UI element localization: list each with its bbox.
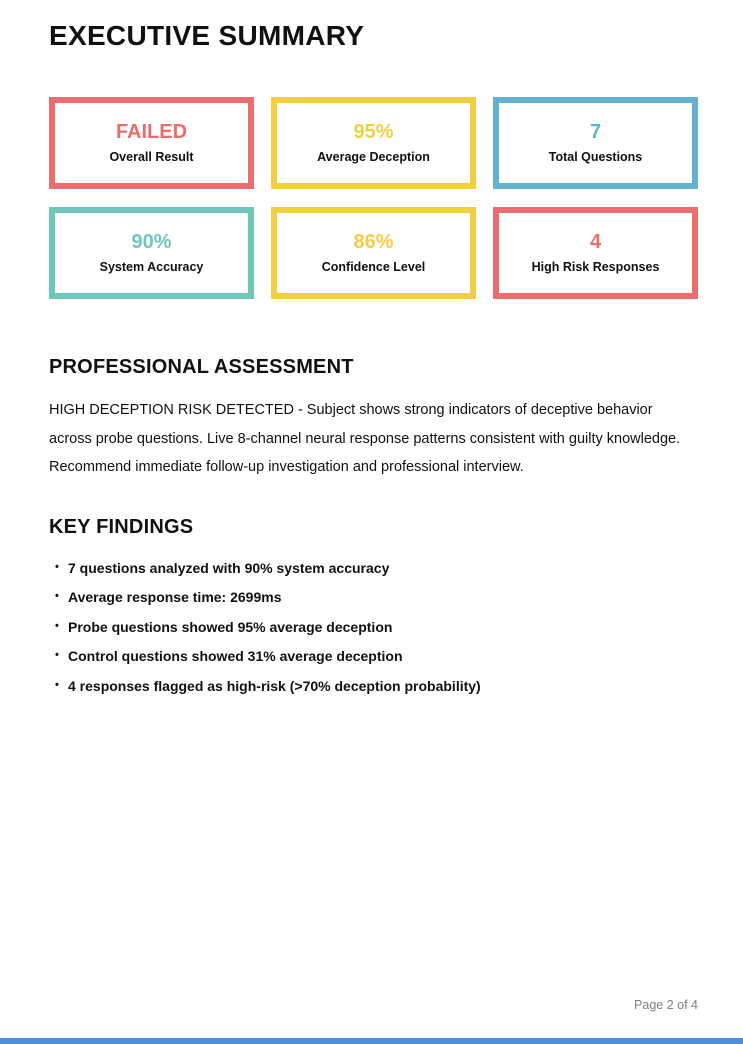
stat-label: High Risk Responses (531, 260, 660, 275)
bottom-edge-bar (0, 1038, 743, 1044)
stat-value: 90% (131, 231, 172, 254)
professional-assessment-body: HIGH DECEPTION RISK DETECTED - Subject shows strong indicators of deceptive behavior across probe questions. Live 8-channel neural response patterns consistent with guilty knowledge. Recommend immediate follow-up investigation and professional interview. (49, 402, 681, 475)
stat-label: Confidence Level (321, 260, 426, 275)
stat-value: 7 (589, 121, 602, 144)
stat-value: FAILED (115, 121, 188, 144)
stat-card-total-questions (493, 97, 698, 189)
stat-value: 4 (589, 231, 602, 254)
finding-item: • Control questions showed 31% average deception (49, 649, 698, 663)
stat-card-confidence-level (271, 207, 476, 299)
finding-item: • 7 questions analyzed with 90% system accuracy (49, 561, 698, 575)
key-findings-section (49, 516, 698, 693)
professional-assessment-section (49, 356, 698, 482)
finding-item: • Average response time: 2699ms (49, 590, 698, 604)
professional-assessment-heading: PROFESSIONAL ASSESSMENT (49, 356, 354, 378)
stat-value: 95% (353, 121, 394, 144)
finding-item: • 4 responses flagged as high-risk (>70% deception probability) (49, 679, 698, 693)
stat-label: Overall Result (109, 150, 194, 165)
stat-card-high-risk-responses (493, 207, 698, 299)
key-findings-heading: KEY FINDINGS (49, 515, 194, 538)
stat-value: 86% (353, 231, 394, 254)
finding-item: • Probe questions showed 95% average deception (49, 620, 698, 634)
stat-card-system-accuracy (49, 207, 254, 299)
page-title: EXECUTIVE SUMMARY (49, 20, 365, 51)
stat-label: System Accuracy (99, 260, 204, 275)
stat-card-average-deception (271, 97, 476, 189)
stat-label: Average Deception (317, 150, 430, 165)
stat-card-overall-result (49, 97, 254, 189)
stat-label: Total Questions (548, 150, 643, 165)
summary-stats-grid (49, 97, 698, 299)
key-findings-list (49, 561, 698, 693)
page-number: Page 2 of 4 (634, 998, 698, 1012)
